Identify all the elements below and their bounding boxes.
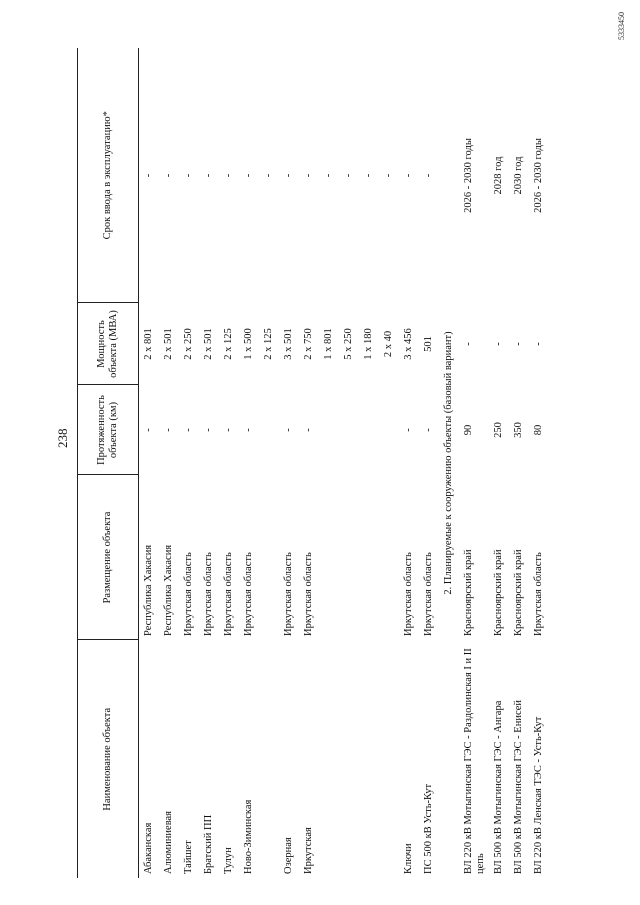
cell-deadline: - (243, 173, 254, 178)
cell-capacity: 1 х 500 (243, 328, 254, 360)
cell-name: ВЛ 500 кВ Мотыгинская ГЭС - Ангара (493, 700, 505, 874)
cell-capacity: 2 х 125 (223, 328, 234, 360)
cell-name: Абаканская (143, 822, 154, 874)
section-row (439, 48, 459, 878)
cell-capacity: 2 х 801 (143, 328, 154, 360)
cell-deadline: - (303, 173, 314, 178)
objects-table (77, 48, 549, 878)
cell-placement: Красноярский край (513, 549, 525, 636)
table-row (459, 48, 489, 878)
table-row (139, 48, 160, 878)
cell-capacity: 5 х 250 (343, 328, 354, 360)
table-row (179, 48, 199, 878)
cell-deadline: 2028 год (493, 156, 505, 195)
cell-placement: Республика Хакасия (163, 544, 174, 636)
table-row (399, 48, 419, 878)
cell-placement (259, 475, 279, 640)
cell-length (359, 385, 379, 475)
cell-name: Ново-Зиминская (243, 799, 254, 874)
table-body (139, 48, 550, 878)
cell-capacity: - (493, 342, 505, 346)
cell-length: - (423, 428, 434, 432)
cell-deadline: 2026 - 2030 годы (533, 138, 545, 213)
cell-capacity: 1 х 180 (363, 328, 374, 360)
cell-deadline: - (423, 173, 434, 178)
table-row (509, 48, 529, 878)
cell-length (339, 385, 359, 475)
cell-placement (319, 475, 339, 640)
cell-placement (359, 475, 379, 640)
cell-capacity: 2 х 501 (203, 328, 214, 360)
cell-name (379, 640, 399, 878)
table-header-row (78, 48, 139, 878)
cell-length (259, 385, 279, 475)
cell-length: 350 (513, 422, 525, 438)
cell-name: ПС 500 кВ Усть-Кут (423, 783, 434, 874)
table-row (239, 48, 259, 878)
cell-placement (339, 475, 359, 640)
cell-length: - (303, 428, 314, 432)
cell-placement: Иркутская область (223, 552, 234, 636)
cell-deadline: 2030 год (513, 156, 525, 195)
cell-length: - (243, 428, 254, 432)
cell-name: ВЛ 220 кВ Ленская ТЭС - Усть-Кут (533, 716, 545, 874)
cell-capacity: 2 х 250 (183, 328, 194, 360)
cell-name: Алюминиевая (163, 811, 174, 874)
cell-name (339, 640, 359, 878)
cell-capacity: - (513, 342, 525, 346)
cell-name: Озерная (283, 837, 294, 874)
cell-deadline: - (263, 173, 274, 178)
cell-capacity: 2 х 40 (383, 330, 394, 358)
cell-placement: Иркутская область (183, 552, 194, 636)
cell-length: - (223, 428, 234, 432)
header-name: Наименование объекта (78, 640, 139, 878)
table-row (199, 48, 219, 878)
cell-deadline: - (163, 173, 174, 178)
table-row (279, 48, 299, 878)
cell-placement: Иркутская область (203, 552, 214, 636)
page-number: 238 (55, 428, 70, 448)
header-capacity: Мощность объекта (МВА) (78, 303, 139, 385)
cell-placement: Красноярский край (493, 549, 505, 636)
cell-name (319, 640, 339, 878)
cell-length: - (163, 428, 174, 432)
cell-deadline: - (223, 173, 234, 178)
cell-deadline: - (343, 173, 354, 178)
header-deadline: Срок ввода в эксплуатацию* (78, 48, 139, 303)
cell-length (319, 385, 339, 475)
cell-deadline: - (203, 173, 214, 178)
table-row (359, 48, 379, 878)
table-row (379, 48, 399, 878)
table-row (299, 48, 319, 878)
cell-name (359, 640, 379, 878)
cell-capacity: 501 (423, 336, 434, 352)
cell-length: - (183, 428, 194, 432)
cell-capacity: 3 х 456 (403, 328, 414, 360)
cell-length: 80 (533, 424, 545, 436)
cell-deadline: - (283, 173, 294, 178)
cell-name: ВЛ 220 кВ Мотыгинская ГЭС - Раздолинская I и II цепь (463, 648, 487, 874)
section-title: 2. Планируемые к сооружению объекты (базовый вариант) (443, 331, 454, 595)
cell-placement: Иркутская область (303, 552, 314, 636)
cell-length: - (283, 428, 294, 432)
table-row (319, 48, 339, 878)
cell-length: 90 (463, 424, 474, 436)
cell-name: ВЛ 500 кВ Мотыгинская ГЭС - Енисей (513, 699, 525, 874)
table-row (219, 48, 239, 878)
cell-length: - (203, 428, 214, 432)
cell-capacity: 1 х 801 (323, 328, 334, 360)
cell-placement: Красноярский край (463, 549, 474, 636)
cell-placement: Иркутская область (403, 552, 414, 636)
table-row (489, 48, 509, 878)
cell-length: - (403, 428, 414, 432)
header-length: Протяженность объекта (км) (78, 385, 139, 475)
document-number: 5333450 (617, 12, 626, 40)
cell-name: Тайшет (183, 840, 194, 874)
table-row (339, 48, 359, 878)
cell-name: Тулун (223, 847, 234, 874)
cell-length: 250 (493, 422, 505, 438)
cell-length: - (143, 428, 154, 432)
cell-deadline: - (143, 173, 154, 178)
table-row (159, 48, 179, 878)
table-row (419, 48, 439, 878)
cell-deadline: - (183, 173, 194, 178)
cell-capacity: - (463, 342, 474, 346)
cell-name: Иркутская (303, 827, 314, 874)
cell-capacity: 2 х 501 (163, 328, 174, 360)
cell-length (379, 385, 399, 475)
cell-placement: Иркутская область (243, 552, 254, 636)
cell-placement: Республика Хакасия (143, 544, 154, 636)
cell-placement: Иркутская область (283, 552, 294, 636)
cell-name: Братский ПП (203, 814, 214, 874)
cell-capacity: 3 х 501 (283, 328, 294, 360)
cell-deadline: - (383, 173, 394, 178)
cell-placement (379, 475, 399, 640)
cell-placement: Иркутская область (423, 552, 434, 636)
cell-deadline: - (363, 173, 374, 178)
table-row (259, 48, 279, 878)
cell-name: Ключи (403, 843, 414, 874)
cell-placement: Иркутская область (533, 552, 545, 636)
cell-deadline: - (403, 173, 414, 178)
cell-deadline: 2026 - 2030 годы (463, 138, 474, 213)
cell-capacity: - (533, 342, 545, 346)
cell-name (259, 640, 279, 878)
cell-capacity: 2 х 750 (303, 328, 314, 360)
cell-capacity: 2 х 125 (263, 328, 274, 360)
rotated-page (55, 12, 626, 878)
header-placement: Размещение объекта (78, 475, 139, 640)
table-row (529, 48, 549, 878)
cell-deadline: - (323, 173, 334, 178)
